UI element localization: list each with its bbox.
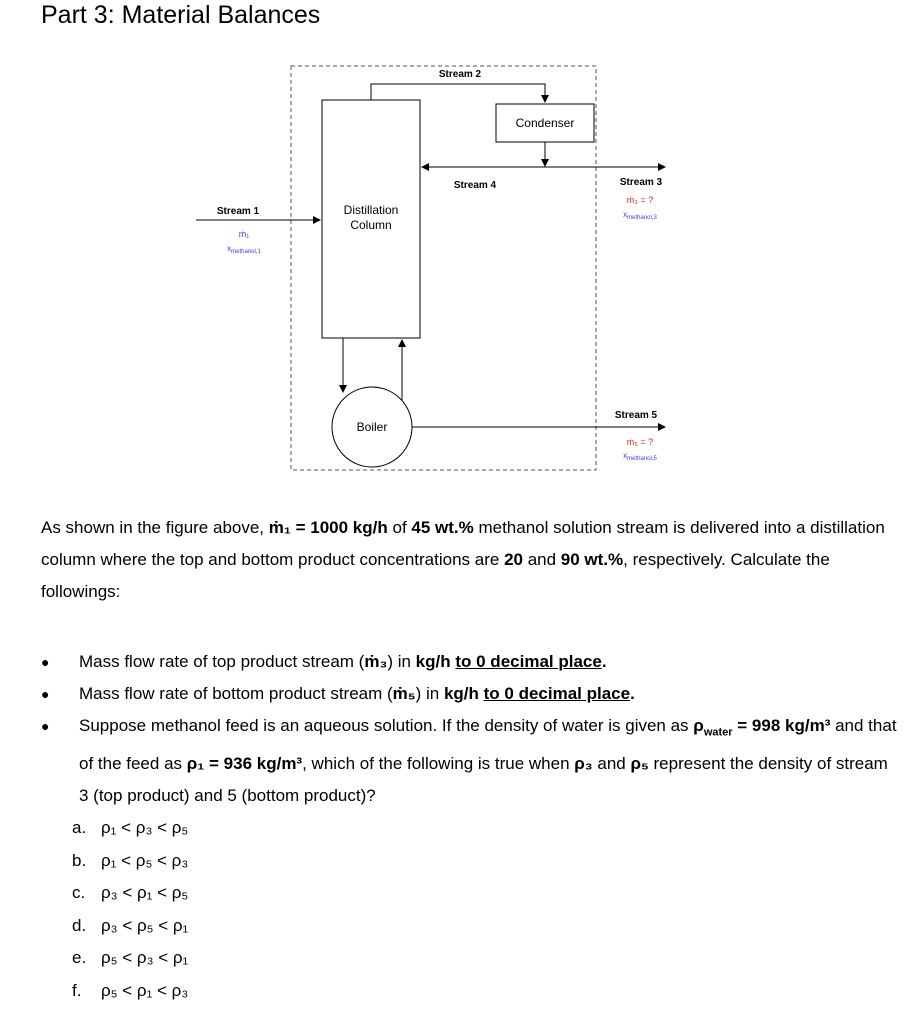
choice-a[interactable]: a. ρ₁ < ρ₃ < ρ₅ <box>72 818 189 837</box>
x5-label: $x_{methanol,5}$ <box>623 451 657 462</box>
x3-label: $x_{methanol,3}$ <box>623 210 657 221</box>
choice-b[interactable]: b. ρ₁ < ρ₅ < ρ₃ <box>72 850 189 870</box>
choice-d[interactable]: d. ρ₃ < ρ₅ < ρ₁ <box>72 915 189 935</box>
answer-choices <box>72 812 188 1007</box>
condenser-label: Condenser <box>515 116 575 130</box>
page-title: Part 3: Material Balances <box>41 1 321 29</box>
stream4-label: Stream 4 <box>453 180 497 191</box>
stream3-label: Stream 3 <box>619 177 663 188</box>
boiler-label: Boiler <box>356 420 388 434</box>
bullet-icon: ● <box>41 686 50 702</box>
m3-label: ṁ₃ = ? <box>626 195 654 205</box>
stream2-line <box>371 84 545 102</box>
bullet-icon: ● <box>41 718 50 734</box>
choice-c[interactable]: c. ρ₃ < ρ₁ < ρ₅ <box>72 883 189 902</box>
process-flow-diagram <box>0 0 924 500</box>
choice-f[interactable]: f. ρ₅ < ρ₁ < ρ₃ <box>72 980 189 1000</box>
choice-e[interactable]: e. ρ₅ < ρ₃ < ρ₁ <box>72 948 189 967</box>
question-3: ● Suppose methanol feed is an aqueous solution. If the density of water is given as $\rho_{water} = 998$ kg/m³ and that of the feed as ρ₁ = 936 kg/m³, which of the following is true when ρ₃ and ρ₅ represent the density of stream 3 (top product) and 5 (bottom product)? <box>41 710 901 812</box>
x1-label: $x_{methanol,1}$ <box>227 244 261 255</box>
question-1: ● Mass flow rate of top product stream (ṁ₃) in kg/h to 0 decimal place. <box>41 646 901 678</box>
problem-statement: As shown in the figure above, ṁ₁ = 1000 kg/h of 45 wt.% methanol solution stream is delivered into a distillation column where the top and bottom product concentrations are 20 and 90 wt.%, respectively. Calculate the followings: <box>41 518 885 601</box>
question-2: ● Mass flow rate of bottom product stream (ṁ₅) in kg/h to 0 decimal place. <box>41 678 901 710</box>
column-label-2: Column <box>350 218 392 232</box>
question-list <box>41 646 901 812</box>
stream1-label: Stream 1 <box>216 206 260 217</box>
column-label-1: Distillation <box>343 203 399 217</box>
m1-label: ṁ₁ <box>238 229 250 239</box>
m5-label: ṁ₅ = ? <box>626 437 654 447</box>
bullet-icon: ● <box>41 654 50 670</box>
stream2-label: Stream 2 <box>438 69 482 80</box>
stream5-label: Stream 5 <box>614 410 658 421</box>
